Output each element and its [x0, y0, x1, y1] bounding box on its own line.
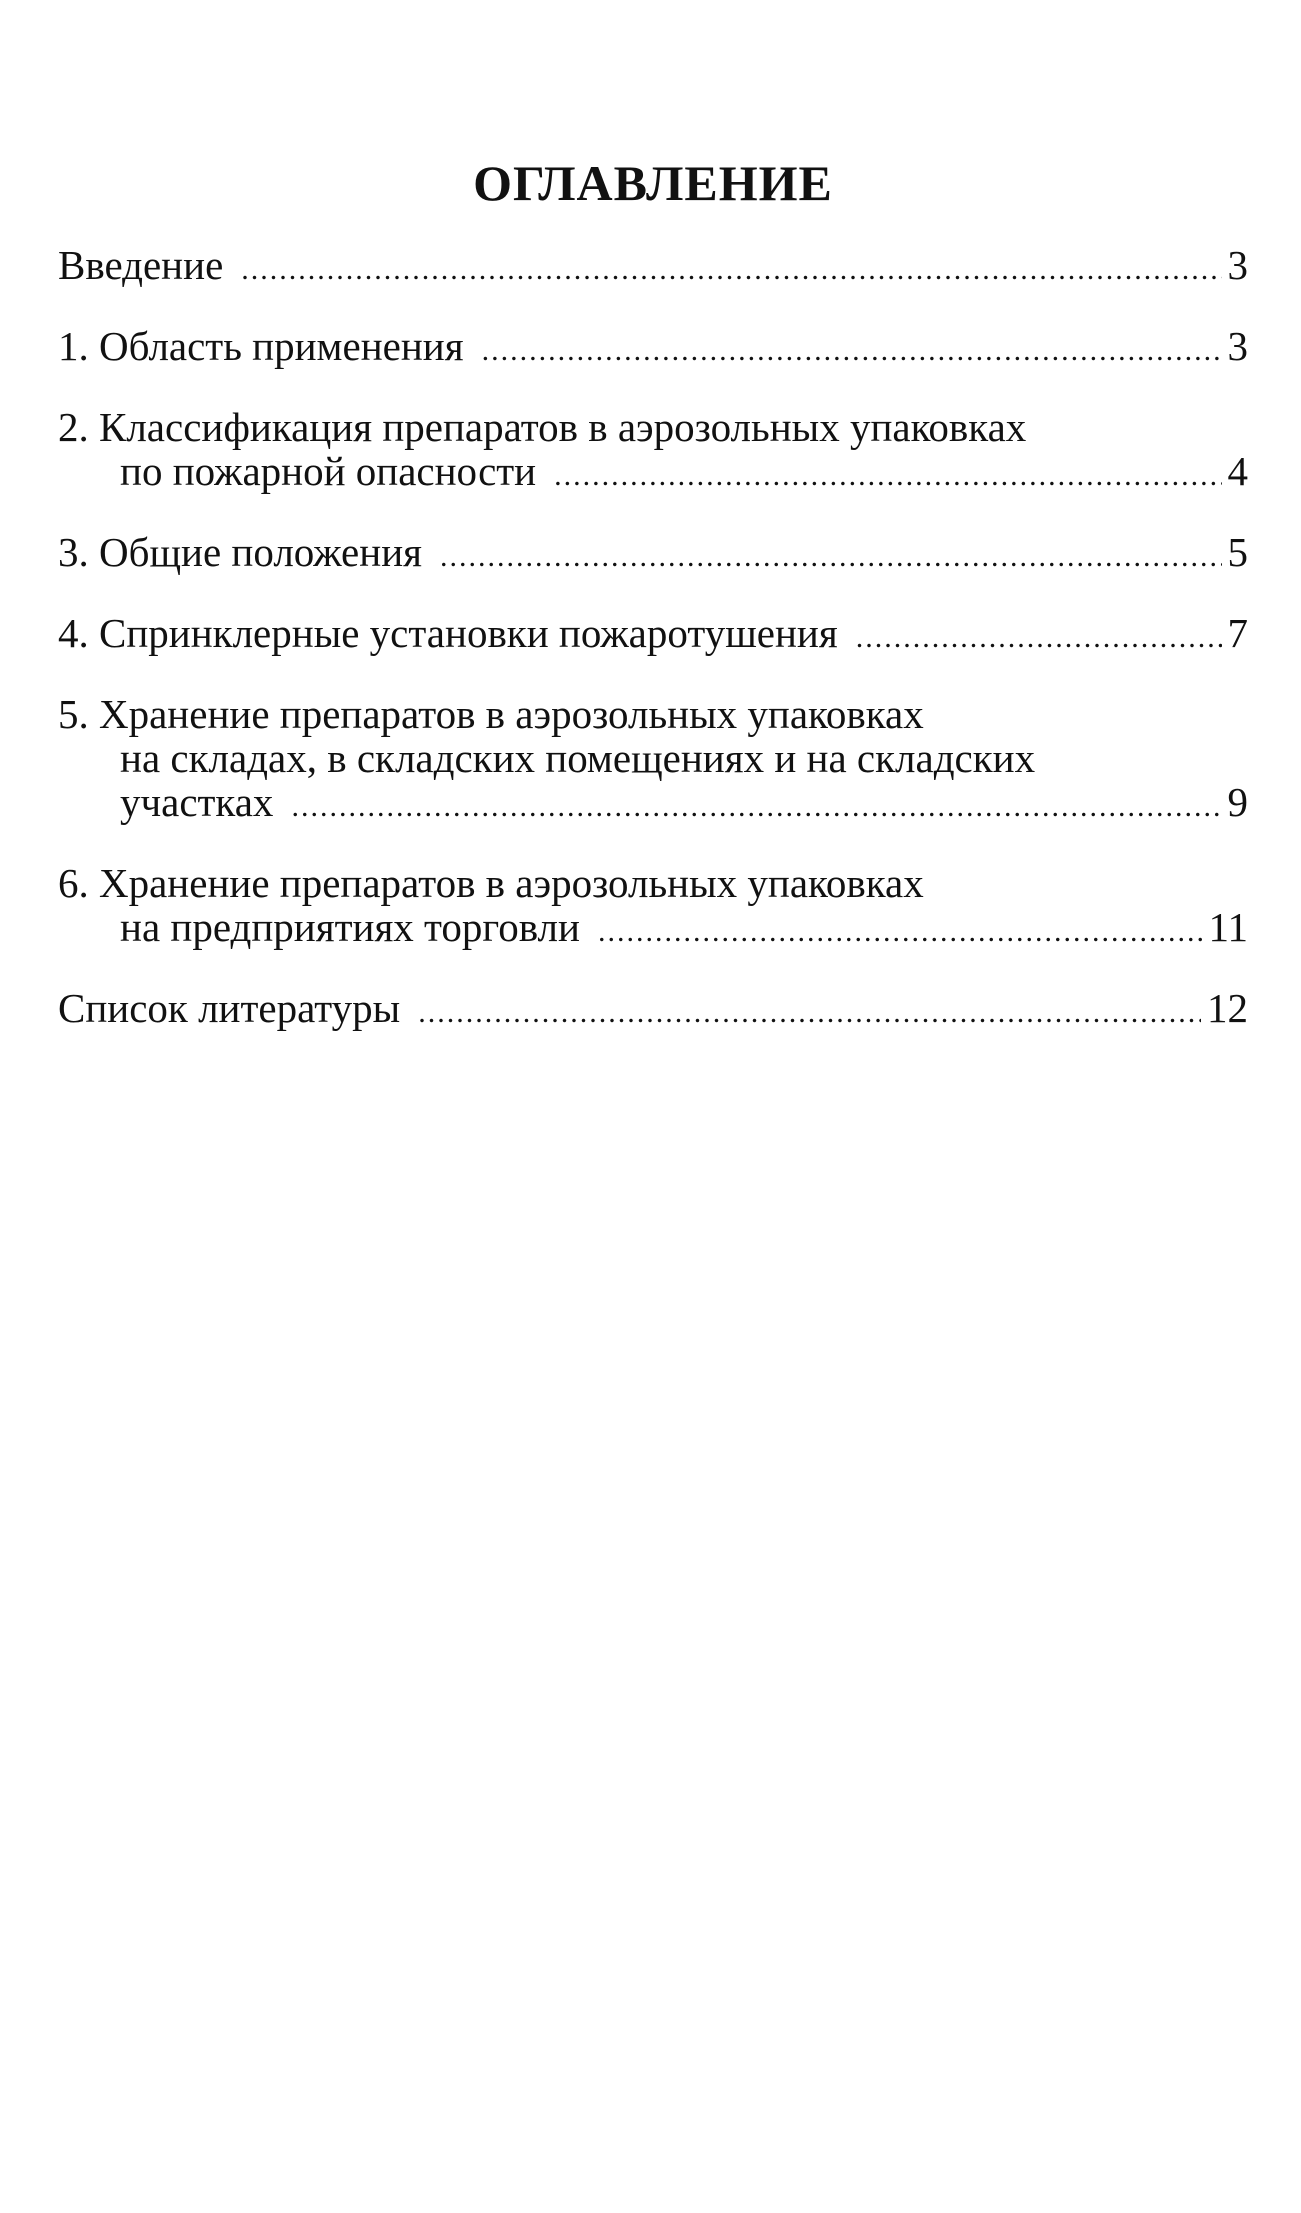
dot-leader	[291, 782, 1221, 832]
toc-entry-line	[58, 321, 1248, 376]
dot-leader	[418, 988, 1201, 1038]
toc-page-number: 4	[1227, 448, 1248, 494]
toc-entry-title: 6. Хранение препаратов в аэрозольных упаковках	[58, 860, 924, 906]
toc-entry-title: 1. Область применения	[58, 323, 464, 369]
toc-title: ОГЛАВЛЕНИЕ	[473, 155, 833, 211]
toc-entry	[58, 689, 1248, 832]
toc-entry-line	[58, 240, 1248, 295]
toc-list	[58, 240, 1248, 1064]
toc-entry-continuation	[58, 446, 1248, 501]
dot-leader	[241, 245, 1221, 295]
toc-entry-line	[58, 983, 1248, 1038]
toc-entry-title: Список литературы	[58, 985, 401, 1031]
toc-entry-continuation	[58, 902, 1248, 957]
toc-entry	[58, 858, 1248, 957]
toc-entry-continuation	[58, 777, 1248, 832]
dot-leader	[598, 907, 1203, 957]
toc-entry-title: на предприятиях торговли	[120, 904, 580, 950]
toc-entry-line	[58, 689, 1248, 739]
toc-entry-title: 5. Хранение препаратов в аэрозольных упаковках	[58, 691, 924, 737]
dot-leader	[440, 532, 1222, 582]
toc-entry-line	[58, 608, 1248, 663]
toc-entry-line	[58, 527, 1248, 582]
toc-entry-continuation	[58, 733, 1248, 783]
toc-entry	[58, 608, 1248, 663]
toc-entry-title: по пожарной опасности	[120, 448, 537, 494]
toc-entry-title: 3. Общие положения	[58, 529, 422, 575]
toc-entry-title: участках	[120, 779, 274, 825]
toc-entry-title: на складах, в складских помещениях и на складских	[120, 735, 1036, 781]
toc-entry-line	[58, 858, 1248, 908]
toc-page-number: 3	[1227, 323, 1248, 369]
toc-page-number: 5	[1227, 529, 1248, 575]
toc-page-number: 11	[1208, 904, 1248, 950]
toc-entry	[58, 240, 1248, 295]
toc-page-number: 7	[1227, 610, 1248, 656]
dot-leader	[482, 326, 1222, 376]
toc-page-number: 9	[1227, 779, 1248, 825]
toc-entry	[58, 402, 1248, 501]
dot-leader	[554, 451, 1221, 501]
toc-page-number: 3	[1227, 242, 1248, 288]
toc-entry	[58, 321, 1248, 376]
dot-leader	[856, 613, 1222, 663]
toc-entry-line	[58, 402, 1248, 452]
toc-entry	[58, 983, 1248, 1038]
toc-page-number: 12	[1207, 985, 1248, 1031]
toc-entry	[58, 527, 1248, 582]
toc-entry-title: 2. Классификация препаратов в аэрозольных упаковках	[58, 404, 1027, 450]
toc-entry-title: 4. Спринклерные установки пожаротушения	[58, 610, 838, 656]
toc-entry-title: Введение	[58, 242, 224, 288]
